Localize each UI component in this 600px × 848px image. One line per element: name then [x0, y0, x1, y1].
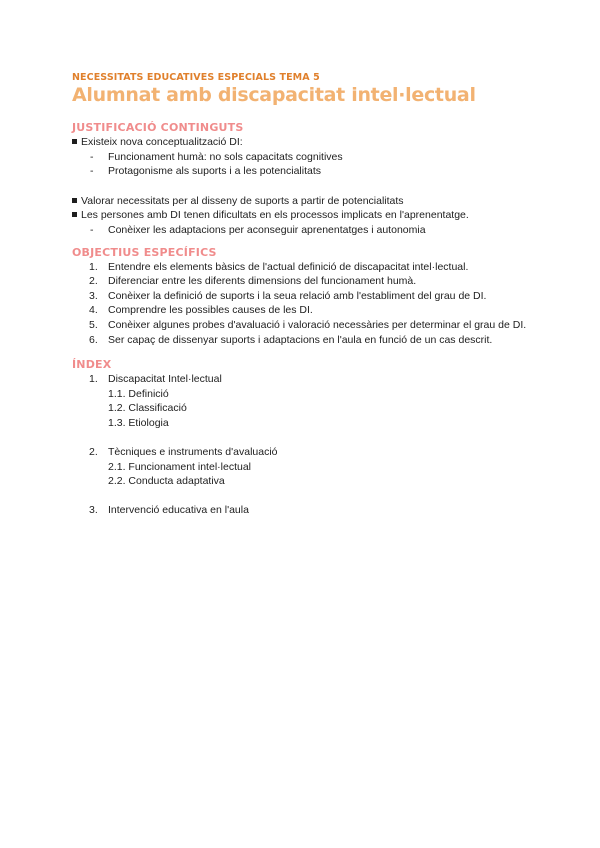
objective-item: 6. Ser capaç de dissenyar suports i adaptacions en l'aula en funció de un cas descrit.	[89, 333, 493, 346]
section-heading-objectius: OBJECTIUS ESPECÍFICS	[72, 245, 217, 259]
document-title: Alumnat amb discapacitat intel·lectual	[72, 84, 476, 106]
index-subsection: 2.1. Funcionament intel·lectual	[108, 460, 251, 473]
index-subsection: 1.1. Definició	[108, 387, 169, 400]
square-bullet-icon	[72, 212, 77, 217]
square-bullet-icon	[72, 139, 77, 144]
bullet-item: Existeix nova conceptualització DI:	[72, 135, 532, 150]
bullet-item: Valorar necessitats per al disseny de suports a partir de potencialitats	[72, 194, 532, 209]
section-heading-justificacio: JUSTIFICACIÓ CONTINGUTS	[72, 121, 244, 134]
index-section: 1. Discapacitat Intel·lectual	[89, 373, 222, 386]
index-section: 3. Intervenció educativa en l'aula	[89, 504, 249, 517]
document-page	[72, 72, 532, 518]
index-section: 2. Tècniques e instruments d'avaluació	[89, 446, 278, 459]
objective-item: 3. Conèixer la definició de suports i la seua relació amb l'establiment del grau de DI.	[89, 289, 487, 302]
objective-item: 5. Conèixer algunes probes d'avaluació i valoració necessàries per determinar el grau de DI.	[89, 318, 527, 331]
document-subtitle: NECESSITATS EDUCATIVES ESPECIALS TEMA 5	[72, 72, 320, 83]
dash-item: - Conèixer les adaptacions per aconseguir aprenentatges i autonomia	[90, 223, 426, 236]
objective-item: 1. Entendre els elements bàsics de l'actual definició de discapacitat intel·lectual.	[89, 260, 469, 273]
index-subsection: 2.2. Conducta adaptativa	[108, 475, 225, 488]
section-heading-index: ÍNDEX	[72, 358, 112, 372]
dash-item: - Protagonisme als suports i a les potencialitats	[90, 165, 322, 178]
objective-item: 2. Diferenciar entre les diferents dimensions del funcionament humà.	[89, 275, 417, 288]
square-bullet-icon	[72, 198, 77, 203]
dash-item: - Funcionament humà: no sols capacitats cognitives	[90, 150, 343, 163]
objective-item: 4. Comprendre les possibles causes de les DI.	[89, 304, 313, 317]
index-subsection: 1.2. Classificació	[108, 402, 187, 415]
bullet-item: Les persones amb DI tenen dificultats en els processos implicats en l'aprenentatge.	[72, 208, 532, 223]
index-subsection: 1.3. Etiologia	[108, 416, 169, 429]
